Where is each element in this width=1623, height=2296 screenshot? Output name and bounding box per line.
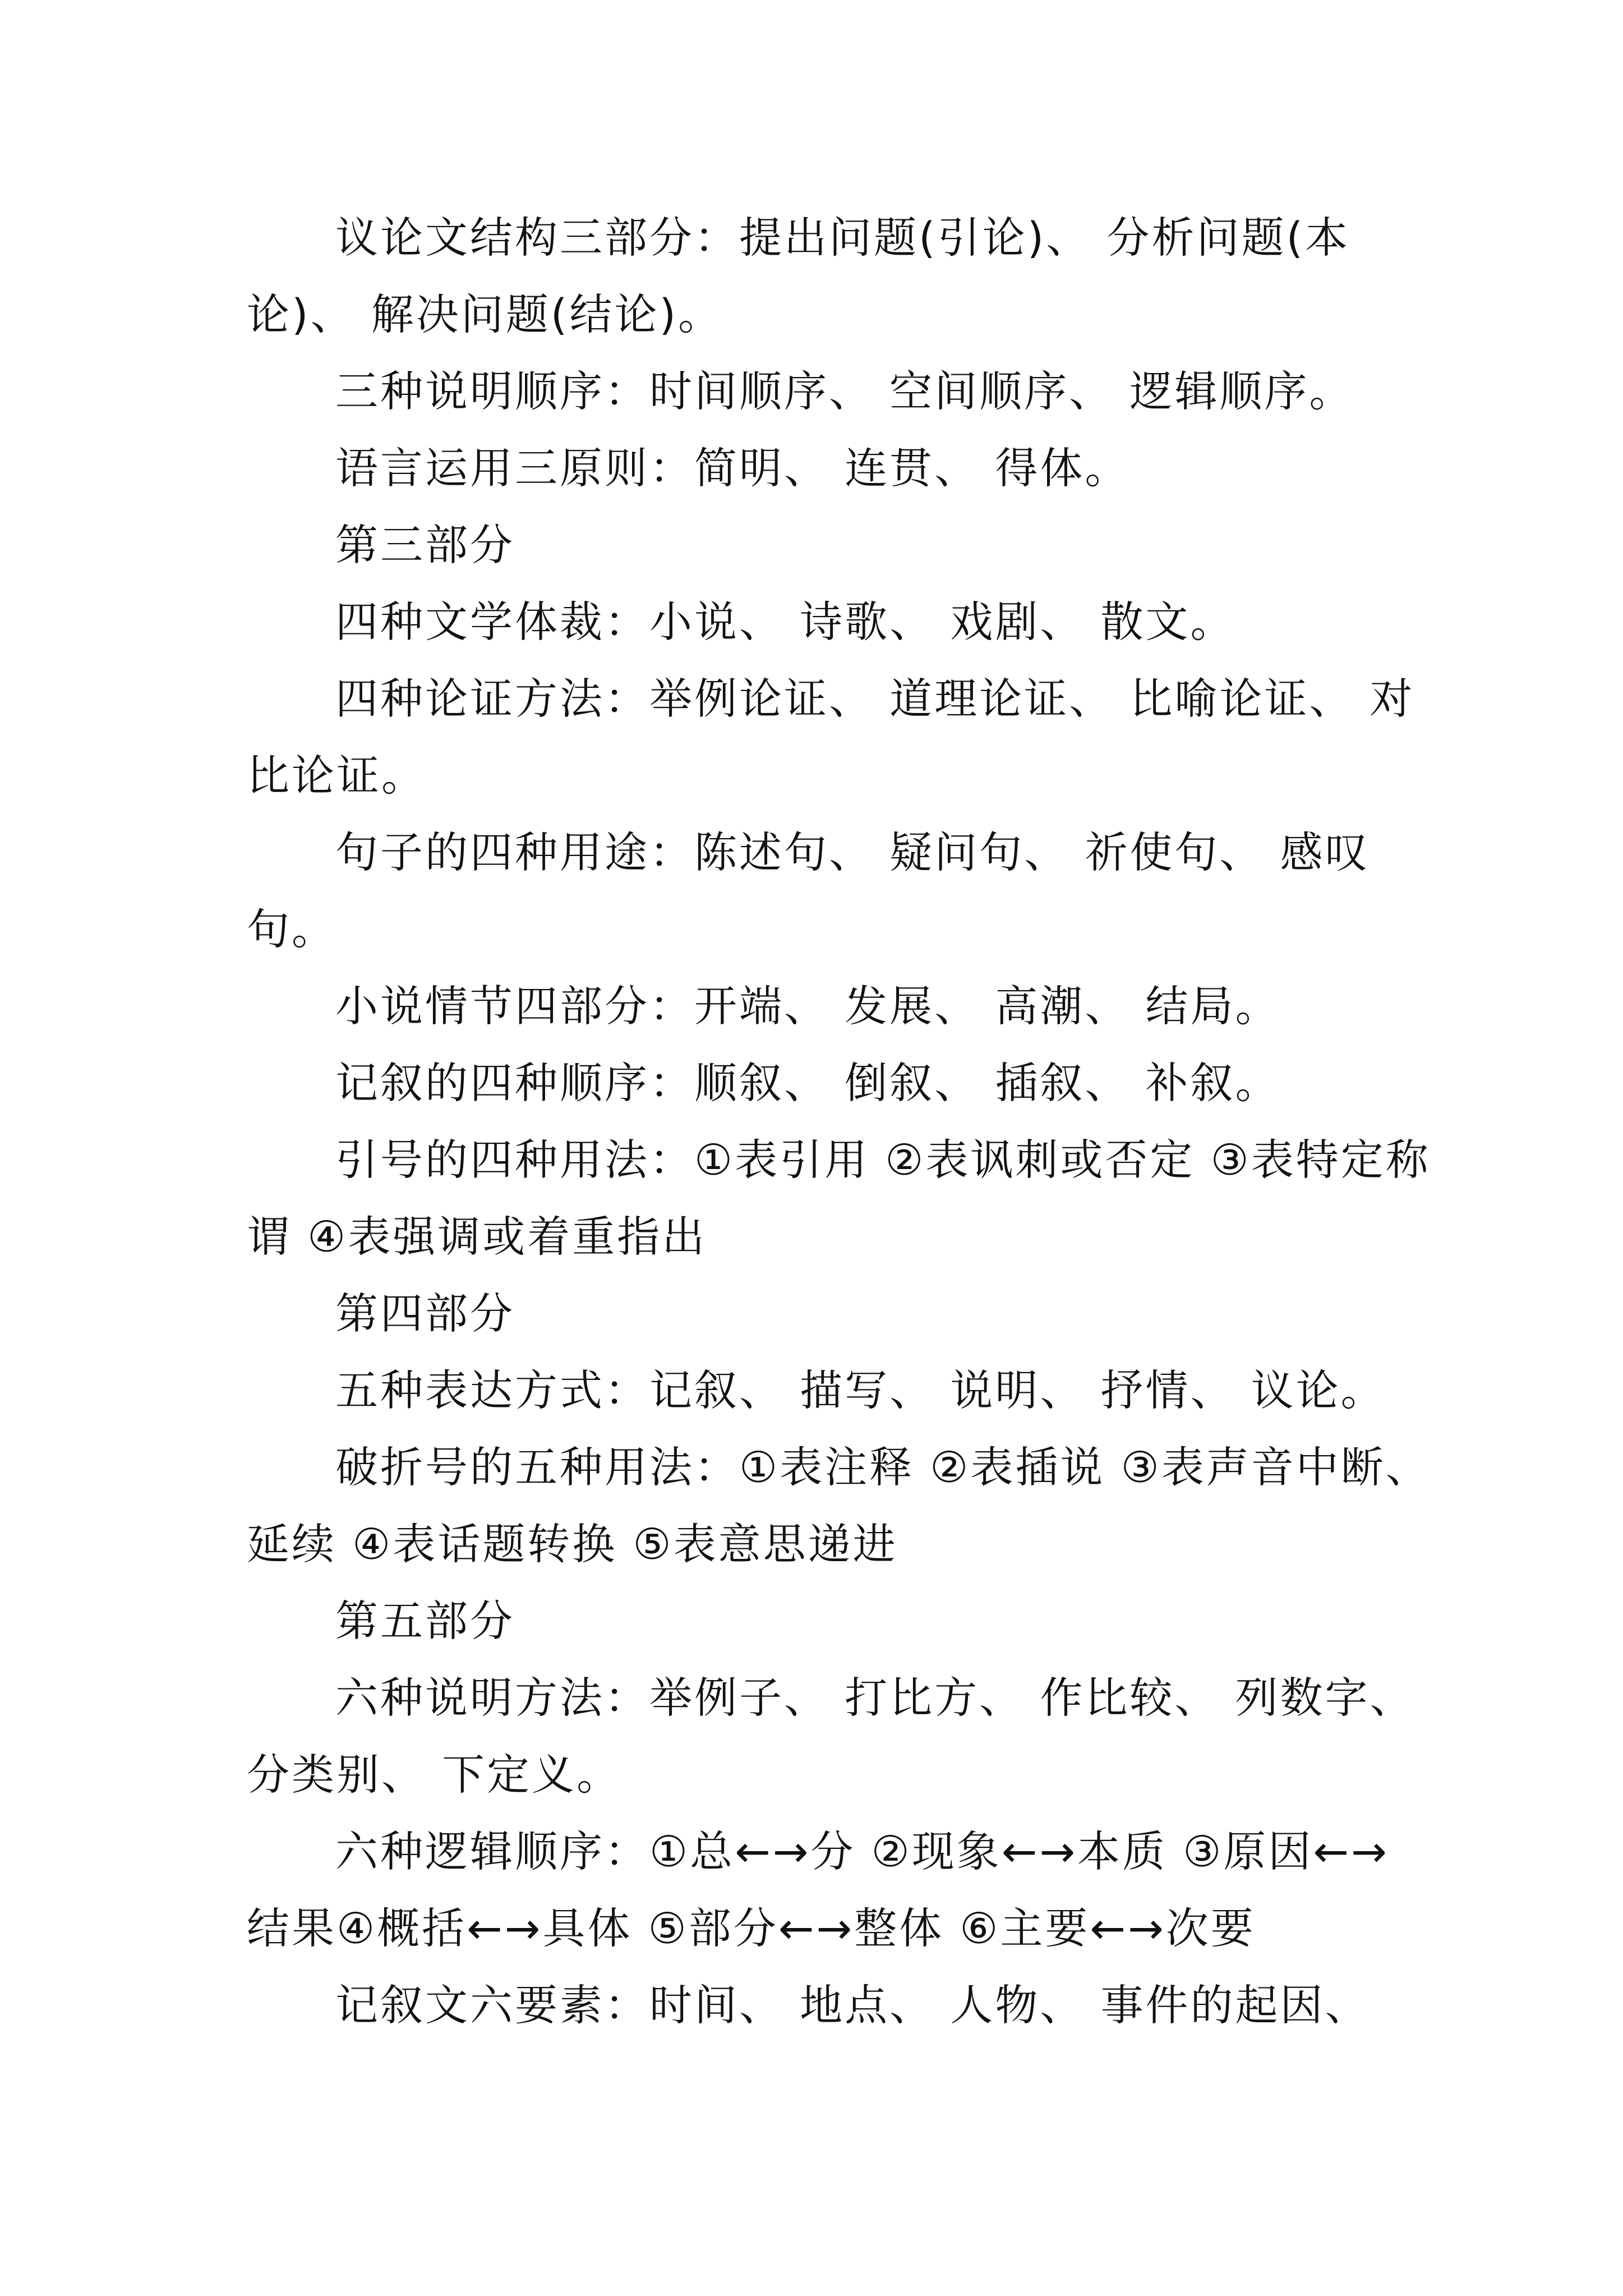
paragraph-narrative-elements: 记叙文六要素：时间、 地点、 人物、 事件的起因、 xyxy=(335,1980,1370,2030)
paragraph-logical-order: 六种逻辑顺序：①总←→分 ②现象←→本质 ③原因←→ 结果④概括←→具体 ⑤部分←→整体 ⑥主要←→次要 xyxy=(247,1826,1405,1953)
paragraph-language-principles: 语言运用三原则：简明、 连贯、 得体。 xyxy=(335,443,1130,493)
paragraph-dash-uses: 破折号的五种用法：①表注释 ②表插说 ③表声音中断、延续 ④表话题转换 ⑤表意思递进 xyxy=(247,1442,1431,1569)
paragraph-expression-modes: 五种表达方式：记叙、 描写、 说明、 抒情、 议论。 xyxy=(335,1365,1386,1415)
section-heading-part-three: 第三部分 xyxy=(335,520,515,570)
paragraph-sentence-uses: 句子的四种用途：陈述句、 疑问句、 祈使句、 感叹句。 xyxy=(247,827,1370,954)
document-body xyxy=(247,199,1436,2044)
paragraph-literary-genres: 四种文学体裁：小说、 诗歌、 戏剧、 散文。 xyxy=(335,597,1235,647)
paragraph-quotation-marks: 引号的四种用法：①表引用 ②表讽刺或否定 ③表特定称谓 ④表强调或着重指出 xyxy=(247,1135,1431,1262)
paragraph-explanation-order: 三种说明顺序：时间顺序、 空间顺序、 逻辑顺序。 xyxy=(335,366,1354,416)
paragraph-plot-parts: 小说情节四部分：开端、 发展、 高潮、 结局。 xyxy=(335,981,1280,1031)
paragraph-narrative-order: 记叙的四种顺序：顺叙、 倒叙、 插叙、 补叙。 xyxy=(335,1058,1280,1108)
paragraph-explanation-methods: 六种说明方法：举例子、 打比方、 作比较、 列数字、 分类别、 下定义。 xyxy=(247,1673,1431,1800)
section-heading-part-four: 第四部分 xyxy=(335,1289,515,1338)
section-heading-part-five: 第五部分 xyxy=(335,1596,515,1646)
paragraph-argument-methods: 四种论证方法：举例论证、 道理论证、 比喻论证、 对比论证。 xyxy=(247,674,1415,800)
paragraph-argument-structure: 议论文结构三部分：提出问题(引论)、 分析问题(本论)、 解决问题(结论)。 xyxy=(247,213,1350,339)
